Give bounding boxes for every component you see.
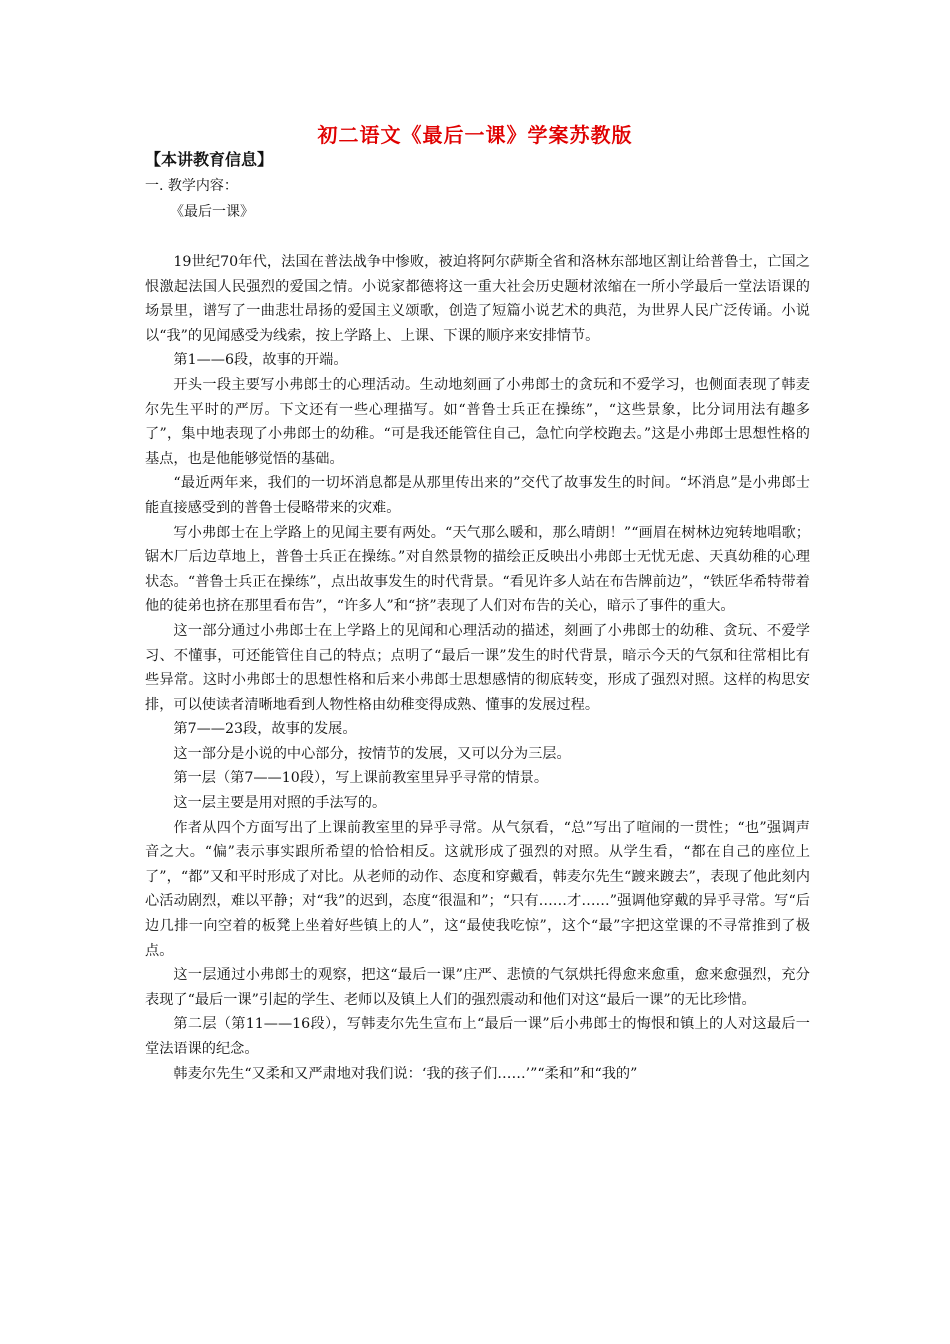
- teaching-content-heading: 一. 教学内容：: [145, 178, 238, 194]
- paragraph: 第7——23段，故事的发展。: [173, 721, 357, 738]
- paragraph: 作者从四个方面写出了上课前教室里的异乎寻常。从气氛看，“总”写出了喧闹的一贯性；“也”强调声音之大。“偏”表示事实跟所希望的恰恰相反。这就形成了强烈的对照。从学生看，“都在自己的座位上了”，“都”又和平时形成了对比。从老师的动作、态度和穿戴看，韩麦尔先生“踱来踱去”，表现了他此刻内心活动剧烈，难以平静；对“我”的迟到，态度“很温和”；“只有……才……”强调他穿戴的异乎寻常。写“后边几排一向空着的板凳上坐着好些镇上的人”，这“最使我吃惊”，这个“最”字把这堂课的不寻常推到了极点。: [145, 819, 810, 959]
- paragraph: 这一部分通过小弗郎士在上学路上的见闻和心理活动的描述，刻画了小弗郎士的幼稚、贪玩、不爱学习、不懂事，可还能管住自己的特点；点明了“最后一课”发生的时代背景，暗示今天的气氛和往常相比有些异常。这时小弗郎士的思想性格和后来小弗郎士思想感情的彻底转变，形成了强烈对照。这样的构思安排，可以使读者清晰地看到人物性格由幼稚变得成熟、懂事的发展过程。: [145, 622, 810, 713]
- document-body: [145, 250, 810, 1086]
- paragraph: 这一层通过小弗郎士的观察，把这“最后一课”庄严、悲愤的气氛烘托得愈来愈重，愈来愈强烈，充分表现了“最后一课”引起的学生、老师以及镇上人们的强烈震动和他们对这“最后一课”的无比珍惜。: [145, 967, 810, 1008]
- document-title: 初二语文《最后一课》学案苏教版: [317, 123, 633, 147]
- paragraph: 第1——6段，故事的开端。: [173, 352, 348, 369]
- paragraph: 19世纪70年代，法国在普法战争中惨败，被迫将阿尔萨斯全省和洛林东部地区割让给普鲁士，亡国之恨激起法国人民强烈的爱国之情。小说家都德将这一重大社会历史题材浓缩在一所小学最后一堂法语课的场景里，谱写了一曲悲壮昂扬的爱国主义颂歌，创造了短篇小说艺术的典范，为世界人民广泛传诵。小说以“我”的见闻感受为线索，按上学路上、上课、下课的顺序来安排情节。: [145, 254, 810, 344]
- lesson-name: 《最后一课》: [170, 204, 254, 220]
- paragraph: 第一层（第7——10段），写上课前教室里异乎寻常的情景。: [173, 770, 549, 787]
- paragraph: 这一层主要是用对照的手法写的。: [173, 795, 387, 812]
- paragraph: 开头一段主要写小弗郎士的心理活动。生动地刻画了小弗郎士的贪玩和不爱学习，也侧面表现了韩麦尔先生平时的严厉。下文还有一些心理描写。如“普鲁士兵正在操练”，“这些景象，比分词用法有趣多了”，集中地表现了小弗郎士的幼稚。“可是我还能管住自己，急忙向学校跑去。”这是小弗郎士思想性格的基点，也是他能够觉悟的基础。: [145, 376, 810, 467]
- paragraph: 这一部分是小说的中心部分，按情节的发展，又可以分为三层。: [173, 745, 571, 762]
- paragraph: 第二层（第11——16段），写韩麦尔先生宣布上“最后一课”后小弗郎士的悔恨和镇上的人对这最后一堂法语课的纪念。: [145, 1016, 810, 1057]
- paragraph: “最近两年来，我们的一切坏消息都是从那里传出来的”交代了故事发生的时间。“坏消息”是小弗郎士能直接感受到的普鲁士侵略带来的灾难。: [145, 475, 810, 516]
- paragraph: 韩麦尔先生“又柔和又严肃地对我们说：‘我的孩子们……’”“柔和”和“我的”: [173, 1065, 638, 1082]
- section-heading: 【本讲教育信息】: [145, 150, 274, 169]
- paragraph: 写小弗郎士在上学路上的见闻主要有两处。“天气那么暖和，那么晴朗！”“画眉在树林边宛转地唱歌；锯木厂后边草地上，普鲁士兵正在操练。”对自然景物的描绘正反映出小弗郎士无忧无虑、天真幼稚的心理状态。“普鲁士兵正在操练”，点出故事发生的时代背景。“看见许多人站在布告牌前边”，“铁匠华希特带着他的徒弟也挤在那里看布告”，“许多人”和“挤”表现了人们对布告的关心，暗示了事件的重大。: [145, 524, 810, 615]
